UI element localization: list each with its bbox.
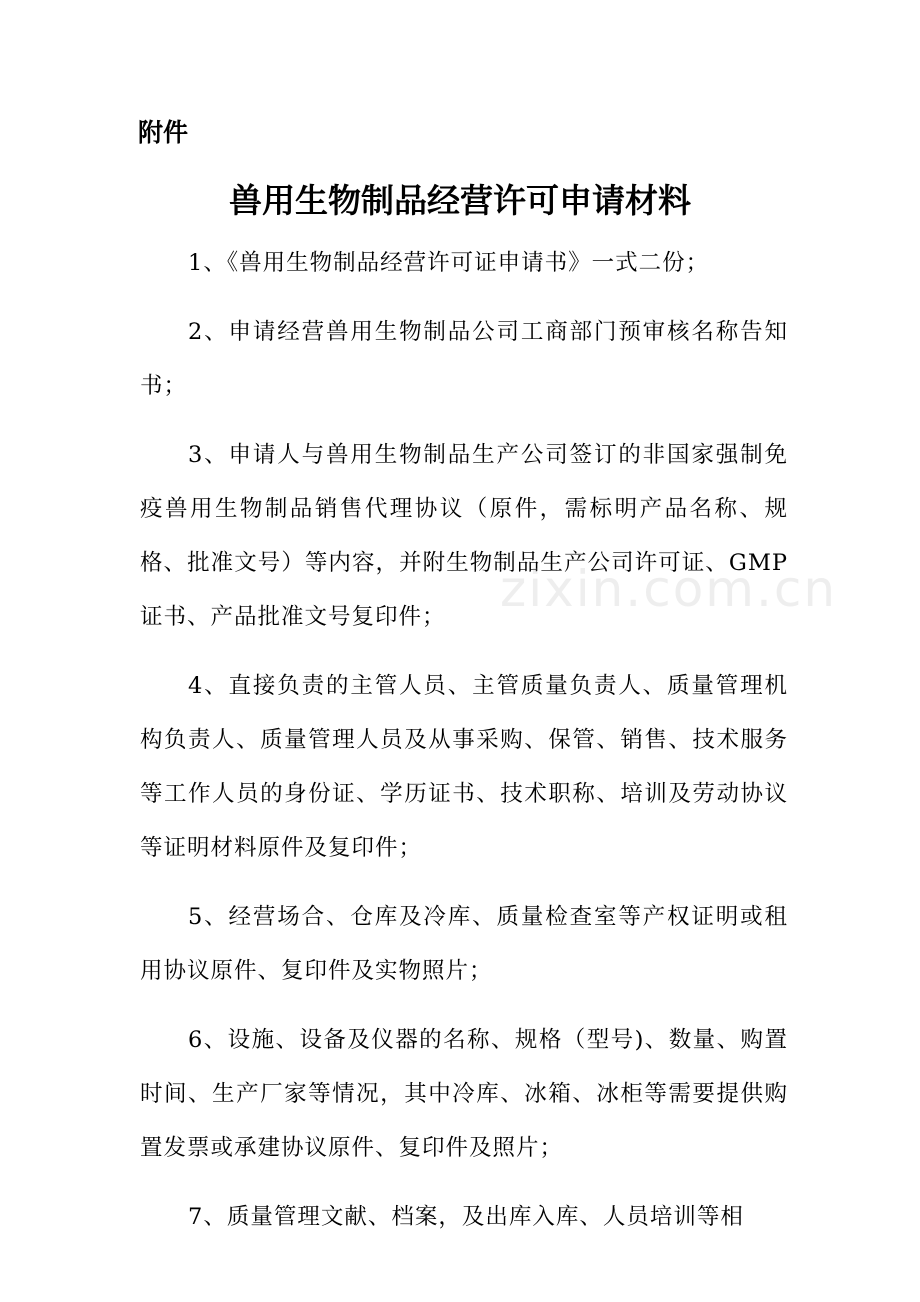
list-item: 4、直接负责的主管人员、主管质量负责人、质量管理机构负责人、质量管理人员及从事采购、保管、销售、技术服务等工作人员的身份证、学历证书、技术职称、培训及劳动协议等证明材料原件及复印件； — [140, 673, 788, 861]
list-item: 6、设施、设备及仪器的名称、规格（型号)、数量、购置时间、生产厂家等情况，其中冷库、冰箱、冰柜等需要提供购置发票或承建协议原件、复印件及照片； — [140, 1027, 788, 1161]
document-title: 兽用生物制品经营许可申请材料 — [229, 181, 691, 220]
list-item: 3、申请人与兽用生物制品生产公司签订的非国家强制免疫兽用生物制品销售代理协议（原件，需标明产品名称、规格、批准文号）等内容，并附生物制品生产公司许可证、GMP证书、产品批准文号复印件； — [140, 442, 788, 630]
attachment-label: 附件 — [138, 118, 189, 147]
list-item: 1、《兽用生物制品经营许可证申请书》一式二份； — [188, 250, 710, 276]
list-item: 2、申请经营兽用生物制品公司工商部门预审核名称告知书； — [140, 319, 788, 399]
materials-list — [140, 236, 788, 1259]
list-item: 7、质量管理文献、档案，及出库入库、人员培训等相 — [188, 1204, 744, 1230]
watermark: zixin.com.cn — [500, 560, 838, 618]
list-item: 5、经营场合、仓库及冷库、质量检查室等产权证明或租用协议原件、复印件及实物照片； — [140, 904, 788, 984]
